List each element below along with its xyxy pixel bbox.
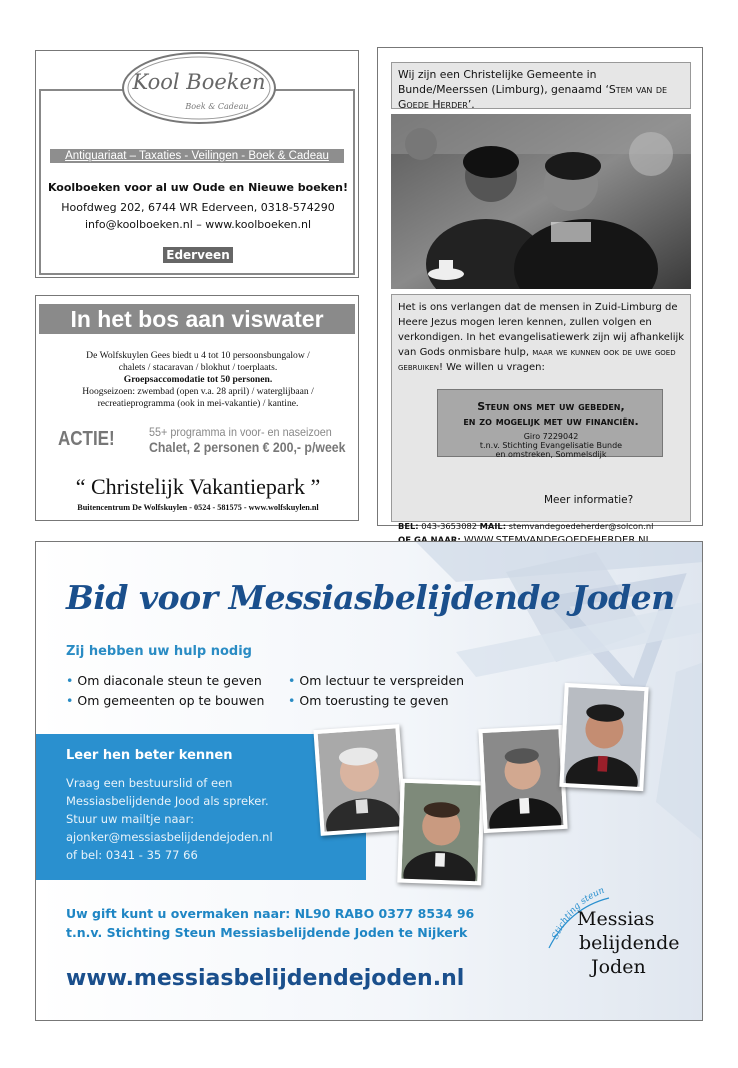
wolf-park-name: “ Christelijk Vakantiepark ” <box>75 474 321 499</box>
kool-place-badge: Ederveen <box>163 247 233 263</box>
contact-panel-heading: Leer hen beter kennen <box>66 748 233 763</box>
kool-boeken-ad <box>35 50 359 278</box>
stem-body-part-2: maar we kunnen ook de uwe goed gebruiken! <box>398 347 676 373</box>
portrait-photo <box>559 683 648 791</box>
wolf-line-3: Groepsaccomodatie tot 50 personen. <box>123 374 273 385</box>
logo-line-2: belijdende <box>579 932 680 954</box>
stem-contact-line <box>398 521 653 531</box>
bullet-item <box>66 673 262 688</box>
logo-line-3: Joden <box>591 956 646 978</box>
gift-account: Uw gift kunt u overmaken naar: NL90 RABO 0377 8534 96 <box>66 906 475 921</box>
bullet-item <box>288 673 464 688</box>
kool-services-bar: Antiquariaat – Taxaties - Veilingen - Boek & Cadeau <box>50 149 344 163</box>
wolf-line-5: recreatieprogramma (ook in mei-vakantie) / kantine. <box>97 398 299 409</box>
stem-photo-people <box>391 114 691 289</box>
wolf-line-1: De Wolfskuylen Gees biedt u 4 tot 10 persoonsbungalow / <box>86 350 310 361</box>
stem-box-giro: Giro 7229042 <box>523 432 579 441</box>
stem-body-text <box>398 300 688 375</box>
stem-bel: 043-3653082 <box>418 521 480 531</box>
kool-boeken-logo <box>121 51 277 125</box>
stem-box-plaats: en omstreken, Sommelsdijk <box>495 450 607 459</box>
wolf-promo-1: 55+ programma in voor- en naseizoen <box>149 425 332 439</box>
contact-phone: of bel: 0341 - 35 77 66 <box>66 848 198 862</box>
stem-mail-label: MAIL: <box>479 521 507 531</box>
stem-body <box>391 294 691 531</box>
wolf-line-4: Hoogseizoen: zwembad (open v.a. 28 april) / waterglijbaan / <box>82 386 314 397</box>
contact-email: ajonker@messiasbelijdendejoden.nl <box>66 830 273 844</box>
kool-headline: Koolboeken voor al uw Oude en Nieuwe boeken! <box>47 181 349 194</box>
bullet-dot-icon: • <box>288 673 296 688</box>
messias-title: Bid voor Messiasbelijdende Joden <box>66 578 675 617</box>
portrait-photo <box>478 725 567 833</box>
portrait-photo <box>313 724 406 836</box>
wolf-line-2: chalets / stacaravan / blokhut / toerplaats. <box>118 362 278 373</box>
messias-subtitle: Zij hebben uw hulp nodig <box>66 644 252 659</box>
contact-line: Messiasbelijdende Jood als spreker. <box>66 794 269 808</box>
stem-more-info: Meer informatie? <box>544 494 634 506</box>
bullet-dot-icon: • <box>66 693 74 708</box>
stem-intro <box>391 62 691 109</box>
messias-logo <box>539 878 689 998</box>
stem-bel-label: BEL: <box>398 521 419 531</box>
stem-box-heading-2: en zo mogelijk met uw financiën. <box>463 415 639 428</box>
kool-address: Hoofdweg 202, 6744 WR Ederveen, 0318-574290 <box>61 201 335 214</box>
messias-website-link[interactable]: www.messiasbelijdendejoden.nl <box>66 966 465 991</box>
bullet-text: Om diaconale steun te geven <box>77 673 262 688</box>
bullet-text: Om lectuur te verspreiden <box>299 673 465 688</box>
contact-line: Vraag een bestuurslid of een <box>66 776 233 790</box>
stem-box-tnv: t.n.v. Stichting Evangelisatie Bunde <box>479 441 623 450</box>
kool-logo-sub: Boek & Cadeau <box>185 102 249 111</box>
logo-line-1: Messias <box>577 908 655 930</box>
bullet-item <box>66 693 264 708</box>
stem-intro-name: ‘Stem van de Goede Herder’. <box>398 83 668 111</box>
stem-intro-text: Wij zijn een Christelijke Gemeente in Bunde/Meerssen (Limburg), genaamd <box>398 68 606 96</box>
stem-body-part-3: We willen u vragen: <box>442 362 545 373</box>
bullet-text: Om gemeenten op te bouwen <box>77 693 265 708</box>
stem-goede-herder-ad <box>377 47 703 531</box>
kool-contact: info@koolboeken.nl – www.koolboeken.nl <box>84 218 312 231</box>
wolfskuylen-ad <box>35 295 359 521</box>
stem-box-heading-1: Steun ons met uw gebeden, <box>477 400 625 413</box>
wolf-actie-label: ACTIE! <box>58 428 115 450</box>
stem-body-part-1: Het is ons verlangen dat de mensen in Zuid-Limburg de Heere Jezus mogen leren kennen, zullen volgen en verkondigen. In het evangelisatiewerk zijn wij afhankelijk van Gods onmisbare hulp, <box>398 302 685 358</box>
logo-arc-text: Stichting steun <box>550 885 607 942</box>
contact-line: Stuur uw mailtje naar: <box>66 812 194 826</box>
bullet-text: Om toerusting te geven <box>299 693 449 708</box>
stem-support-box <box>437 389 663 457</box>
gift-tnv: t.n.v. Stichting Steun Messiasbelijdende Joden te Nijkerk <box>66 925 468 940</box>
kool-logo-title: Kool Boeken <box>132 70 266 94</box>
messias-ad <box>35 541 703 1021</box>
bullet-dot-icon: • <box>66 673 74 688</box>
portrait-photo <box>397 779 485 886</box>
stem-mail: stemvandegoedeherder@solcon.nl <box>506 521 654 531</box>
wolf-promo-2: Chalet, 2 personen € 200,- p/week <box>149 439 346 455</box>
wolf-header: In het bos aan viswater <box>39 304 355 334</box>
bullet-dot-icon: • <box>288 693 296 708</box>
bullet-item <box>288 693 449 708</box>
wolf-footer: Buitencentrum De Wolfskuylen - 0524 - 581575 - www.wolfskuylen.nl <box>77 503 319 512</box>
